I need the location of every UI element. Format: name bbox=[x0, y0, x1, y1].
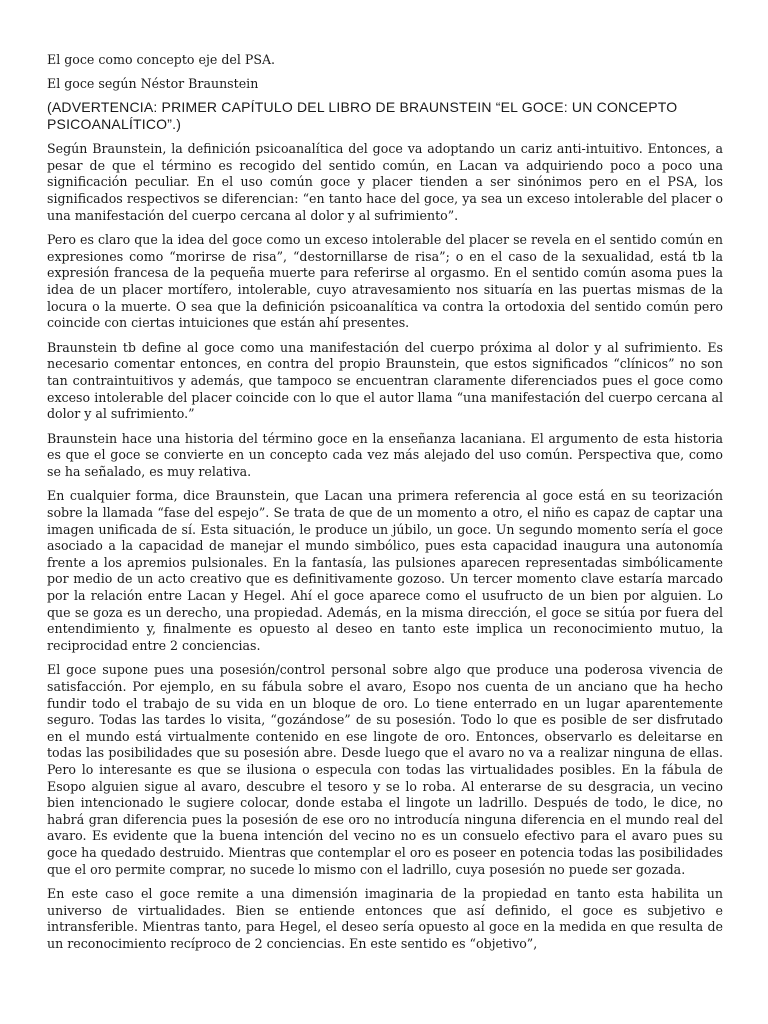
paragraph-7: En este caso el goce remite a una dimensión imaginaria de la propiedad en tanto esta habilita un universo de virtualidades. Bien se entiende entonces que así definido, el goce es subjetivo e intransferible. Mientras tanto, para Hegel, el deseo sería opuesto al goce en la medida en que resulta de un reconocimiento recíproco de 2 conciencias. En este sentido es “objetivo”, bbox=[47, 886, 723, 951]
paragraph-6: El goce supone pues una posesión/control personal sobre algo que produce una poderosa vivencia de satisfacción. Por ejemplo, en su fábula sobre el avaro, Esopo nos cuenta de un anciano que ha hecho fundir todo el trabajo de su vida en un bloque de oro. Lo tiene enterrado en un lugar aparentemente seguro. Todas las tardes lo visita, “gozándose” de su posesión. Todo lo que es posible de ser disfrutado en el mundo está virtualmente contenido en ese lingote de oro. Entonces, observarlo es deleitarse en todas las posibilidades que su posesión abre. Desde luego que el avaro no va a realizar ninguna de ellas. Pero lo interesante es que se ilusiona o especula con todas las virtualidades posibles. En la fábula de Esopo alguien sigue al avaro, descubre el tesoro y se lo roba. Al enterarse de su desgracia, un vecino bien intencionado le sugiere colocar, donde estaba el lingote un ladrillo. Después de todo, le dice, no habrá gran diferencia pues la posesión de ese oro no introducía ninguna diferencia en el mundo real del avaro. Es evidente que la buena intención del vecino no es un consuelo efectivo para el avaro pues su goce ha quedado destruido. Mientras que contemplar el oro es poseer en potencia todas las posibilidades que el oro permite comprar, no sucede lo mismo con el ladrillo, cuya posesión no puede ser gozada. bbox=[47, 662, 723, 877]
document-title: El goce como concepto eje del PSA. bbox=[47, 52, 276, 67]
paragraph-3: Braunstein tb define al goce como una manifestación del cuerpo próxima al dolor y al sufrimiento. Es necesario comentar entonces, en contra del propio Braunstein, que estos significados “clínicos” no son tan contraintuitivos y además, que tampoco se encuentran claramente diferenciados pues el goce como exceso intolerable del placer coincide con lo que el autor llama “una manifestación del cuerpo cercana al dolor y al sufrimiento.” bbox=[47, 339, 723, 422]
paragraph-4: Braunstein hace una historia del término goce en la enseñanza lacaniana. El argumento de esta historia es que el goce se convierte en un concepto cada vez más alejado del uso común. Perspectiva que, como se ha señalado, es muy relativa. bbox=[47, 430, 723, 479]
warning-note: (ADVERTENCIA: PRIMER CAPÍTULO DEL LIBRO DE BRAUNSTEIN “EL GOCE: UN CONCEPTO PSICOANALÍTICO”.) bbox=[47, 99, 678, 133]
document-page bbox=[47, 52, 723, 961]
document-subtitle: El goce según Néstor Braunstein bbox=[47, 75, 259, 91]
paragraph-1: Según Braunstein, la definición psicoanalítica del goce va adoptando un cariz anti-intuitivo. Entonces, a pesar de que el término es recogido del sentido común, en Lacan va adquiriendo poco a poco una significación peculiar. En el uso común goce y placer tienden a ser sinónimos pero en el PSA, los significados respectivos se diferencian: “en tanto hace del goce, ya sea un exceso intolerable del placer o una manifestación del cuerpo cercana al dolor y al sufrimiento”. bbox=[47, 141, 723, 223]
paragraph-2: Pero es claro que la idea del goce como un exceso intolerable del placer se revela en el sentido común en expresiones como “morirse de risa”, “destornillarse de risa”; o en el caso de la sexualidad, está tb la expresión francesa de la pequeña muerte para referirse al orgasmo. En el sentido común asoma pues la idea de un placer mortífero, intolerable, cuyo atravesamiento nos situaría en las puertas mismas de la locura o la muerte. O sea que la definición psicoanalítica va contra la ortodoxia del sentido común pero coincide con ciertas intuiciones que están ahí presentes. bbox=[47, 232, 723, 331]
paragraph-5: En cualquier forma, dice Braunstein, que Lacan una primera referencia al goce está en su teorización sobre la llamada “fase del espejo”. Se trata de que de un momento a otro, el niño es capaz de captar una imagen unificada de sí. Esta situación, le produce un júbilo, un goce. Un segundo momento sería el goce asociado a la capacidad de manejar el mundo simbólico, pues esta capacidad inaugura una autonomía frente a los apremios pulsionales. En la fantasía, las pulsiones aparecen representadas simbólicamente por medio de un acto creativo que es definitivamente gozoso. Un tercer momento clave estaría marcado por la relación entre Lacan y Hegel. Ahí el goce aparece como el usufructo de un bien por alguien. Lo que se goza es un derecho, una propiedad. Además, en la misma dirección, el goce se sitúa por fuera del entendimiento y, finalmente es opuesto al deseo en tanto este implica un reconocimiento mutuo, la reciprocidad entre 2 conciencias. bbox=[47, 488, 723, 653]
